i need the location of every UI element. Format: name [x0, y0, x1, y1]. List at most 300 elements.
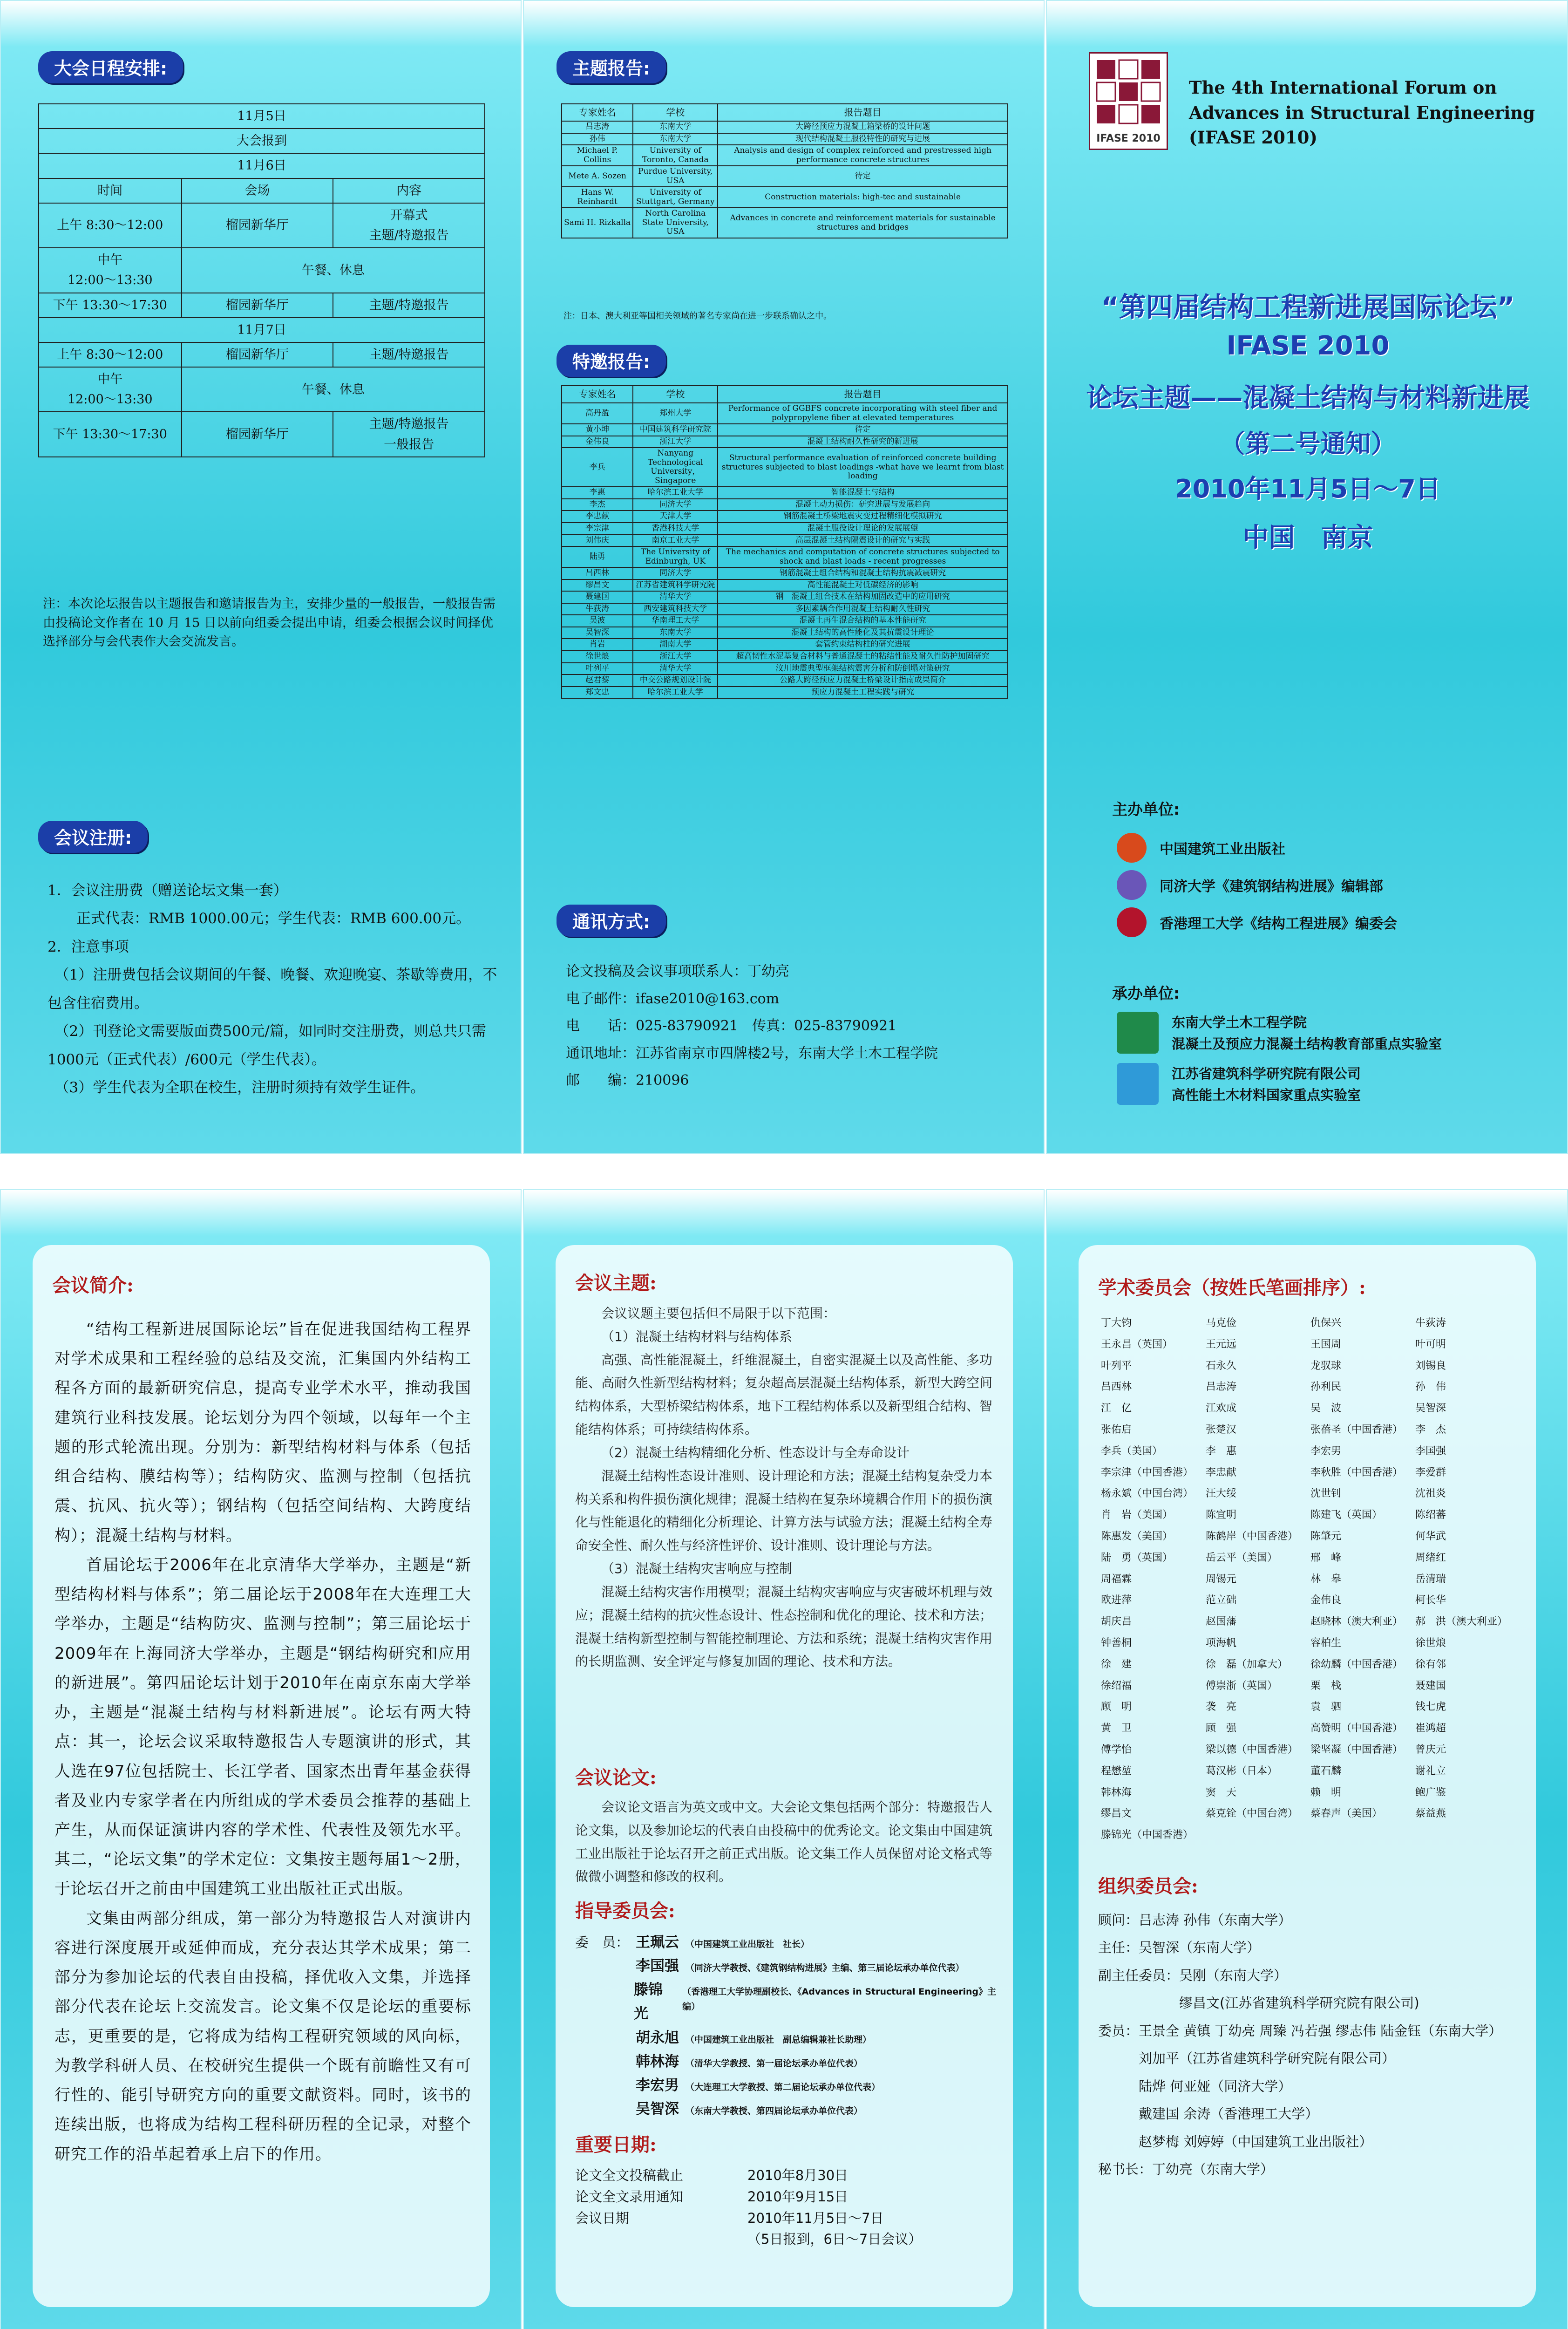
academic-row — [1101, 1720, 1520, 1742]
academic-row — [1101, 1528, 1520, 1550]
expert-institution: 清华大学 — [633, 591, 718, 603]
organizer-lab: 高性能土木材料国家重点实验室 — [1172, 1087, 1361, 1103]
panel-intro — [0, 1189, 522, 2329]
academic-member — [1206, 1827, 1310, 1848]
schedule-note: 注：本次论坛报告以主题报告和邀请报告为主，安排少量的一般报告，一般报告需由投稿论文作者在 10 月 15 日以前向组委会提出申请，组委会根据会议时间择优选择部分与会代表作大会交流发言。 — [43, 597, 496, 649]
registration-line: （3）学生代表为全职在校生，注册时须持有效学生证件。 — [48, 1079, 425, 1096]
expert-name: 吴智深 — [562, 627, 633, 639]
academic-row — [1101, 1571, 1520, 1593]
keynote-heading: 主题报告: — [557, 51, 666, 83]
report-title: 混凝土服役设计理论的发展展望 — [718, 523, 1008, 535]
report-title: 智能混凝土与结构 — [718, 487, 1008, 499]
academic-row — [1101, 1422, 1520, 1443]
academic-member: 邢 峰 — [1310, 1552, 1342, 1564]
academic-member: 吕西林 — [1101, 1381, 1132, 1393]
academic-member: 徐 建 — [1101, 1658, 1132, 1670]
organizer-name: 东南大学土木工程学院 — [1172, 1015, 1307, 1030]
academic-member — [1310, 1827, 1415, 1848]
organizing-line: 陆烨 何亚娅（同济大学） — [1098, 2078, 1292, 2094]
academic-member: 赵晓林（澳大利亚） — [1310, 1616, 1403, 1628]
academic-member: 黄 卫 — [1101, 1723, 1132, 1735]
academic-member: 沈世钊 — [1310, 1488, 1342, 1500]
invited-heading: 特邀报告: — [557, 345, 666, 377]
expert-institution: 西安建筑科技大学 — [633, 603, 718, 615]
guidance-member — [575, 2026, 1004, 2050]
academic-member: 顾 明 — [1101, 1701, 1132, 1713]
academic-row — [1101, 1485, 1520, 1507]
expert-name: 吕志涛 — [562, 121, 633, 133]
academic-row — [1101, 1742, 1520, 1763]
guidance-label: 委 员： — [575, 1934, 630, 1950]
topic-title: （3）混凝土结构灾害响应与控制 — [601, 1561, 792, 1577]
academic-member: 聂建国 — [1415, 1680, 1446, 1692]
expert-institution: 郑州大学 — [633, 403, 718, 424]
academic-member: 缪昌文 — [1101, 1808, 1132, 1820]
table-row — [562, 567, 1008, 579]
contact-heading: 通讯方式: — [557, 905, 666, 937]
expert-name: 李兵 — [562, 448, 633, 487]
ifase-logo — [1089, 52, 1168, 150]
table-row — [562, 615, 1008, 627]
expert-name: Sami H. Rizkalla — [562, 208, 633, 238]
expert-institution: 天津大学 — [633, 511, 718, 523]
table-row — [562, 639, 1008, 651]
report-title: 汶川地震典型框架结构震害分析和防倒塌对策研究 — [718, 663, 1008, 675]
schedule-cell-line: 主题/特邀报告 — [369, 228, 449, 243]
report-title: 混凝土结构的高性能化及其抗震设计理论 — [718, 627, 1008, 639]
schedule-cell-line: 一般报告 — [384, 437, 434, 452]
table-row — [562, 603, 1008, 615]
academic-member: 欧进萍 — [1101, 1594, 1132, 1607]
report-title: 大跨径预应力混凝土箱梁桥的设计问题 — [718, 121, 1008, 133]
academic-member: 沈祖炎 — [1415, 1488, 1446, 1500]
academic-member: 李忠献 — [1206, 1466, 1237, 1478]
schedule-day: 11月5日 — [39, 104, 485, 129]
academic-member: 李爱群 — [1415, 1466, 1446, 1478]
table-row — [562, 546, 1008, 567]
report-title: 混凝土动力损伤：研究进展与发展趋向 — [718, 499, 1008, 511]
academic-member: 叶可明 — [1415, 1338, 1446, 1350]
expert-name: 聂建国 — [562, 591, 633, 603]
academic-member: 鲍广鉴 — [1415, 1786, 1446, 1798]
table-row — [562, 499, 1008, 511]
academic-member: 曾庆元 — [1415, 1743, 1446, 1756]
guidance-list — [575, 1931, 1004, 2121]
expert-name: 叶列平 — [562, 663, 633, 675]
expert-name: 孙伟 — [562, 133, 633, 145]
organizer-name: 江苏省建筑科学研究院有限公司 — [1172, 1066, 1361, 1082]
publisher-logo-icon — [1117, 833, 1147, 863]
intro-text — [54, 1315, 471, 2169]
academic-member: 李秋胜（中国香港） — [1310, 1466, 1403, 1478]
schedule-cell: 下午 13:30～17:30 — [39, 412, 182, 456]
host-name: 同济大学《建筑钢结构进展》编辑部 — [1160, 878, 1383, 895]
academic-row — [1101, 1358, 1520, 1379]
expert-name: 陆勇 — [562, 546, 633, 567]
schedule-cell: 榴园新华厅 — [182, 412, 333, 456]
academic-row — [1101, 1443, 1520, 1464]
academic-member: 钟善桐 — [1101, 1637, 1132, 1649]
academic-heading: 学术委员会（按姓氏笔画排序）: — [1098, 1277, 1366, 1299]
academic-member: 丁大钧 — [1101, 1317, 1132, 1329]
expert-institution: 中交公路规划设计院 — [633, 674, 718, 687]
organizer-lab: 混凝土及预应力混凝土结构教育部重点实验室 — [1172, 1036, 1442, 1052]
academic-member: 陈宜明 — [1206, 1509, 1237, 1521]
guidance-member — [575, 1978, 1004, 2026]
academic-member: 蔡克铨（中国台湾） — [1206, 1808, 1298, 1820]
member-name: 王珮云 — [636, 1934, 679, 1951]
table-row — [562, 511, 1008, 523]
report-title: Construction materials: high-tec and sustainable — [718, 187, 1008, 208]
academic-member: 陈鹤岸（中国香港） — [1206, 1530, 1298, 1542]
academic-row — [1101, 1699, 1520, 1720]
academic-row — [1101, 1315, 1520, 1336]
expert-institution: 东南大学 — [633, 121, 718, 133]
table-row — [562, 166, 1008, 187]
academic-member: 赖 明 — [1310, 1786, 1342, 1798]
invited-col-header: 专家姓名 — [562, 386, 633, 403]
schedule-cell: 榴园新华厅 — [182, 342, 333, 367]
expert-name: 缪昌文 — [562, 579, 633, 592]
academic-member: 蔡春声（美国） — [1310, 1808, 1383, 1820]
schedule-cell-line: 12:00～13:30 — [67, 273, 153, 288]
member-name: 李国强 — [636, 1958, 679, 1975]
expert-institution: 浙江大学 — [633, 436, 718, 448]
academic-member: 周锡元 — [1206, 1573, 1237, 1585]
expert-institution: 东南大学 — [633, 133, 718, 145]
papers-text — [575, 1796, 994, 1888]
guidance-member — [575, 2097, 1004, 2121]
intro-paragraph: 文集由两部分组成，第一部分为特邀报告人对演讲内容进行深度展开或延伸而成，充分表达其学术成果；第二部分为参加论坛的代表自由投稿，择优收入文集，并选择部分代表在论坛上交流发言。论文集不仅是论坛的重要标志，更重要的是，它将成为结构工程研究领域的风向标，为教学科研人员、在校研究生提供一个既有前瞻性又有可行性的、能引导研究方向的重要文献资料。同时，该书的连续出版，也将成为结构工程科研历程的全记录，对整个研究工作的沿革起着承上启下的作用。 — [54, 1909, 471, 2164]
academic-member: 吴智深 — [1415, 1403, 1446, 1415]
organizing-line: 顾问：吕志涛 孙伟（东南大学） — [1098, 1912, 1292, 1928]
expert-name: 金伟良 — [562, 436, 633, 448]
expert-institution: 南京工业大学 — [633, 535, 718, 547]
academic-member: 孙 伟 — [1415, 1381, 1446, 1393]
expert-institution: 中国建筑科学研究院 — [633, 424, 718, 436]
academic-member: 傅学怡 — [1101, 1743, 1132, 1756]
organizing-line: 缪昌文(江苏省建筑科学研究院有限公司) — [1098, 1995, 1419, 2011]
expert-institution: 江苏省建筑科学研究院 — [633, 579, 718, 592]
topic-title: （2）混凝土结构精细化分析、性态设计与全寿命设计 — [601, 1444, 910, 1460]
academic-member: 董石麟 — [1310, 1765, 1342, 1777]
schedule-cell: 榴园新华厅 — [182, 293, 333, 318]
academic-member: 刘锡良 — [1415, 1360, 1446, 1372]
date-value: 2010年8月30日 — [747, 2167, 848, 2183]
member-note: （大连理工大学教授、第二届论坛承办单位代表） — [686, 2082, 881, 2092]
academic-member: 韩林海 — [1101, 1786, 1132, 1798]
organizing-line: 秘书长：丁幼亮（东南大学） — [1098, 2161, 1274, 2177]
topic-body: 混凝土结构性态设计准则、设计理论和方法；混凝土结构复杂受力本构关系和构件损伤演化规律；混凝土结构在复杂环境耦合作用下的损伤演化与性能退化的精细化分析理论、计算方法与试验方法；混凝土结构全寿命安全性、耐久性与经济性评价、设计准则、设计理论与方法。 — [575, 1468, 993, 1553]
academic-member: 滕锦光（中国香港） — [1101, 1829, 1194, 1841]
report-title: 待定 — [718, 424, 1008, 436]
report-title: 预应力混凝土工程实践与研究 — [718, 687, 1008, 699]
member-note: （中国建筑工业出版社 社长） — [686, 1939, 810, 1949]
host-name: 中国建筑工业出版社 — [1160, 841, 1285, 858]
member-note: （清华大学教授、第一届论坛承办单位代表） — [686, 2058, 863, 2069]
host-row — [1117, 870, 1383, 900]
date-label: 论文全文投稿截止 — [575, 2167, 684, 2183]
report-title: 钢－混凝土组合技术在结构加固改造中的应用研究 — [718, 591, 1008, 603]
organizer-row — [1117, 1063, 1361, 1106]
member-name: 胡永旭 — [636, 2029, 679, 2046]
table-row — [562, 535, 1008, 547]
academic-row — [1101, 1507, 1520, 1528]
academic-member: 金伟良 — [1310, 1594, 1342, 1607]
keynote-note: 注：日本、澳大利亚等国相关领域的著名专家尚在进一步联系确认之中。 — [563, 311, 832, 321]
dates-table — [575, 2165, 926, 2250]
expert-institution: Nanyang Technological University，Singapore — [633, 448, 718, 487]
guidance-member — [575, 2050, 1004, 2074]
schedule-cell-line: 开幕式 — [390, 208, 428, 223]
schedule-col-header: 会场 — [182, 178, 333, 203]
host-row — [1117, 833, 1285, 863]
expert-name: 徐世烺 — [562, 651, 633, 663]
academic-member: 张楚汉 — [1206, 1423, 1237, 1436]
expert-name: 李杰 — [562, 499, 633, 511]
academic-member: 徐世烺 — [1415, 1637, 1446, 1649]
organizing-line: 副主任委员：吴刚（东南大学） — [1098, 1967, 1288, 1983]
academic-member: 杨永斌（中国台湾） — [1101, 1488, 1194, 1500]
expert-name: 刘伟庆 — [562, 535, 633, 547]
expert-name: 赵君黎 — [562, 674, 633, 687]
dates-heading: 重要日期: — [575, 2134, 657, 2156]
topic-title: （1）混凝土结构材料与结构体系 — [601, 1328, 792, 1344]
report-title: 公路大跨径预应力混凝土桥梁设计指南成果简介 — [718, 674, 1008, 687]
keynote-col-header: 学校 — [633, 104, 718, 121]
academic-member: 范立础 — [1206, 1594, 1237, 1607]
academic-member: 张佑启 — [1101, 1423, 1132, 1436]
organizing-line: 刘加平（江苏省建筑科学研究院有限公司） — [1098, 2050, 1396, 2067]
keynote-table — [561, 103, 1008, 238]
report-title: 待定 — [718, 166, 1008, 187]
table-row — [562, 674, 1008, 687]
academic-member: 江欢成 — [1206, 1403, 1237, 1415]
organizing-line: 主任：吴智深（东南大学） — [1098, 1940, 1261, 1956]
date-label: 会议日期 — [575, 2210, 630, 2226]
panel-reports — [523, 0, 1045, 1154]
panel-cover — [1046, 0, 1568, 1154]
schedule-cell: 大会报到 — [39, 129, 485, 153]
forum-title: “第四届结构工程新进展国际论坛” — [1101, 291, 1515, 323]
academic-member: 龙驭球 — [1310, 1360, 1342, 1372]
expert-name: 李宗津 — [562, 523, 633, 535]
academic-member: 孙利民 — [1310, 1381, 1342, 1393]
guidance-heading: 指导委员会: — [575, 1900, 675, 1922]
english-title: The 4th International Forum on Advances in Structural Engineering (IFASE 2010) — [1189, 77, 1535, 148]
member-note: （香港理工大学协理副校长、《Advances in Structural Engineering》主编） — [682, 1987, 997, 2012]
academic-row — [1101, 1464, 1520, 1486]
academic-member — [1415, 1827, 1520, 1848]
expert-institution: 湖南大学 — [633, 639, 718, 651]
registration-line: 正式代表：RMB 1000.00元；学生代表：RMB 600.00元。 — [48, 910, 471, 927]
schedule-cell: 午餐、休息 — [182, 248, 485, 293]
expert-institution: University of Toronto, Canada — [633, 145, 718, 166]
schedule-cell-line: 中午 — [97, 372, 123, 387]
expert-institution: 东南大学 — [633, 627, 718, 639]
academic-member: 陈绍蕃 — [1415, 1509, 1446, 1521]
academic-member: 肖 岩（美国） — [1101, 1509, 1173, 1521]
schedule-day: 11月7日 — [39, 318, 485, 342]
logo-text: IFASE 2010 — [1096, 133, 1161, 144]
academic-member: 牛荻涛 — [1415, 1317, 1446, 1329]
schedule-cell: 主题/特邀报告 — [333, 293, 485, 318]
report-title: Analysis and design of complex reinforced and prestressed high performance concrete structures — [718, 145, 1008, 166]
papers-heading: 会议论文: — [575, 1767, 657, 1789]
schedule-cell: 主题/特邀报告 — [333, 342, 485, 367]
member-name: 韩林海 — [636, 2053, 679, 2070]
academic-member: 李兵（美国） — [1101, 1445, 1163, 1457]
academic-member: 王国周 — [1310, 1338, 1342, 1350]
contact-line: 邮 编：210096 — [566, 1072, 689, 1089]
report-title: 钢筋混凝土桥梁地震灾变过程精细化模拟研究 — [718, 511, 1008, 523]
report-title: Advances in concrete and reinforcement materials for sustainable structures and bridges — [718, 208, 1008, 238]
expert-institution: 华南理工大学 — [633, 615, 718, 627]
invited-col-header: 学校 — [633, 386, 718, 403]
member-name: 吴智深 — [636, 2100, 679, 2118]
academic-member: 林 皋 — [1310, 1573, 1342, 1585]
intro-card — [33, 1245, 490, 2307]
table-row — [562, 523, 1008, 535]
report-title: 混凝土再生混合结构的基本性能研究 — [718, 615, 1008, 627]
schedule-col-header: 时间 — [39, 178, 182, 203]
academic-member: 郝 洪（澳大利亚） — [1415, 1616, 1508, 1628]
academic-member: 徐绍福 — [1101, 1680, 1132, 1692]
academic-row — [1101, 1763, 1520, 1784]
contact-line: 通讯地址：江苏省南京市四牌楼2号，东南大学土木工程学院 — [566, 1045, 938, 1062]
expert-name: 黄小坤 — [562, 424, 633, 436]
academic-member: 崔鸿超 — [1415, 1723, 1446, 1735]
academic-member: 高赞明（中国香港） — [1310, 1723, 1403, 1735]
panel-topics — [523, 1189, 1045, 2329]
registration-line: 1．会议注册费（赠送论坛文集一套） — [48, 882, 288, 899]
tongji-logo-icon — [1117, 870, 1147, 900]
academic-member: 何华武 — [1415, 1530, 1446, 1542]
academic-row — [1101, 1678, 1520, 1699]
academic-member: 徐有邻 — [1415, 1658, 1446, 1670]
schedule-cell: 下午 13:30～17:30 — [39, 293, 182, 318]
organizer-text — [1172, 1063, 1361, 1106]
academic-member: 李 杰 — [1415, 1423, 1446, 1436]
table-row — [562, 663, 1008, 675]
contact-line: 电子邮件：ifase2010@163.com — [566, 990, 780, 1007]
academic-member: 汪大绥 — [1206, 1488, 1237, 1500]
registration-text — [48, 877, 504, 1102]
contact-line: 论文投稿及会议事项联系人：丁幼亮 — [566, 963, 789, 980]
academic-row — [1101, 1592, 1520, 1614]
organizing-line: 赵梦梅 刘婷婷（中国建筑工业出版社） — [1098, 2133, 1373, 2150]
schedule-cell: 榴园新华厅 — [182, 203, 333, 248]
academic-member: 梁坚凝（中国香港） — [1310, 1743, 1403, 1756]
academic-member: 徐 磊（加拿大） — [1206, 1658, 1288, 1670]
academic-member: 吴 波 — [1310, 1403, 1342, 1415]
academic-member: 李 惠 — [1206, 1445, 1237, 1457]
organizer-heading: 承办单位: — [1112, 984, 1180, 1002]
academic-member: 蔡益燕 — [1415, 1808, 1446, 1820]
expert-institution: 同济大学 — [633, 567, 718, 579]
academic-member: 陈惠发（美国） — [1101, 1530, 1173, 1542]
academic-member: 陈肇元 — [1310, 1530, 1342, 1542]
forum-place: 中国 南京 — [1242, 523, 1373, 553]
topics-card — [556, 1245, 1013, 2307]
organizing-heading: 组织委员会: — [1098, 1875, 1198, 1897]
academic-member: 栗 栈 — [1310, 1680, 1342, 1692]
ifase-logo-icon — [1090, 54, 1167, 133]
academic-member: 袁 驷 — [1310, 1701, 1342, 1713]
report-title: The mechanics and computation of concrete structures subjected to shock and blast loads - recent progresses — [718, 546, 1008, 567]
academic-member: 岳清瑞 — [1415, 1573, 1446, 1585]
schedule-day: 11月6日 — [39, 153, 485, 178]
expert-name: Michael P. Collins — [562, 145, 633, 166]
academic-member: 吕志涛 — [1206, 1381, 1237, 1393]
member-note: （同济大学教授、《建筑钢结构进展》主编、第三届论坛承办单位代表） — [686, 1963, 964, 1974]
polyu-logo-icon — [1117, 907, 1147, 937]
academic-member: 容柏生 — [1310, 1637, 1342, 1649]
table-row — [562, 579, 1008, 592]
report-title: 高层混凝土结构隔震设计的研究与实践 — [718, 535, 1008, 547]
academic-member: 胡庆昌 — [1101, 1616, 1132, 1628]
expert-name: Hans W. Reinhardt — [562, 187, 633, 208]
organizing-list — [1098, 1907, 1517, 2183]
expert-name: 郑文忠 — [562, 687, 633, 699]
expert-institution: 同济大学 — [633, 499, 718, 511]
expert-name: 牛荻涛 — [562, 603, 633, 615]
forum-abbr: IFASE 2010 — [1226, 331, 1390, 361]
organizer-row — [1117, 1012, 1442, 1055]
expert-name: 吕西林 — [562, 567, 633, 579]
expert-name: 肖岩 — [562, 639, 633, 651]
academic-member: 钱七虎 — [1415, 1701, 1446, 1713]
table-row — [562, 627, 1008, 639]
keynote-col-header: 专家姓名 — [562, 104, 633, 121]
host-name: 香港理工大学《结构工程进展》编委会 — [1160, 916, 1397, 932]
contact-text — [566, 958, 1032, 1095]
panel-schedule — [0, 0, 522, 1154]
table-row — [562, 133, 1008, 145]
expert-name: 李惠 — [562, 487, 633, 499]
member-note: （中国建筑工业出版社 副总编辑兼社长助理） — [686, 2034, 872, 2045]
topic-body: 高强、高性能混凝土，纤维混凝土，自密实混凝土以及高性能、多功能、高耐久性新型结构材料；复杂超高层混凝土结构体系，新型大跨空间结构体系，大型桥梁结构体系，地下工程结构体系以及新型组合结构、智能结构体系；可持续结构体系。 — [575, 1352, 993, 1437]
expert-institution: 清华大学 — [633, 663, 718, 675]
registration-line: 2．注意事项 — [48, 938, 129, 955]
academic-member: 葛汉彬（日本） — [1206, 1765, 1278, 1777]
guidance-member — [575, 1931, 1004, 1954]
schedule-cell: 上午 8:30～12:00 — [39, 342, 182, 367]
academic-member: 陈建飞（英国） — [1310, 1509, 1383, 1521]
report-title: 钢筋混凝土组合结构和混凝土结构抗震减震研究 — [718, 567, 1008, 579]
committee-card — [1079, 1245, 1536, 2307]
organizing-line: 戴建国 余涛（香港理工大学） — [1098, 2106, 1319, 2122]
academic-member: 李国强 — [1415, 1445, 1446, 1457]
academic-member: 袭 亮 — [1206, 1701, 1237, 1713]
keynote-rows — [562, 121, 1008, 238]
schedule-cell — [39, 248, 182, 293]
expert-name: 李忠献 — [562, 511, 633, 523]
table-row — [562, 121, 1008, 133]
topics-lead: 会议议题主要包括但不局限于以下范围： — [601, 1306, 836, 1321]
schedule-cell — [333, 203, 485, 248]
academic-row — [1101, 1550, 1520, 1571]
academic-row — [1101, 1784, 1520, 1806]
host-row — [1117, 907, 1397, 937]
report-title: 现代结构混凝土服役特性的研究与进展 — [718, 133, 1008, 145]
expert-institution: 哈尔滨工业大学 — [633, 687, 718, 699]
academic-row — [1101, 1827, 1520, 1848]
organizing-line: 委员：王景全 黄镇 丁幼亮 周臻 冯若强 缪志伟 陆金钰（东南大学） — [1098, 2023, 1502, 2039]
topics-heading: 会议主题: — [575, 1272, 657, 1294]
academic-row — [1101, 1635, 1520, 1656]
table-row — [562, 448, 1008, 487]
